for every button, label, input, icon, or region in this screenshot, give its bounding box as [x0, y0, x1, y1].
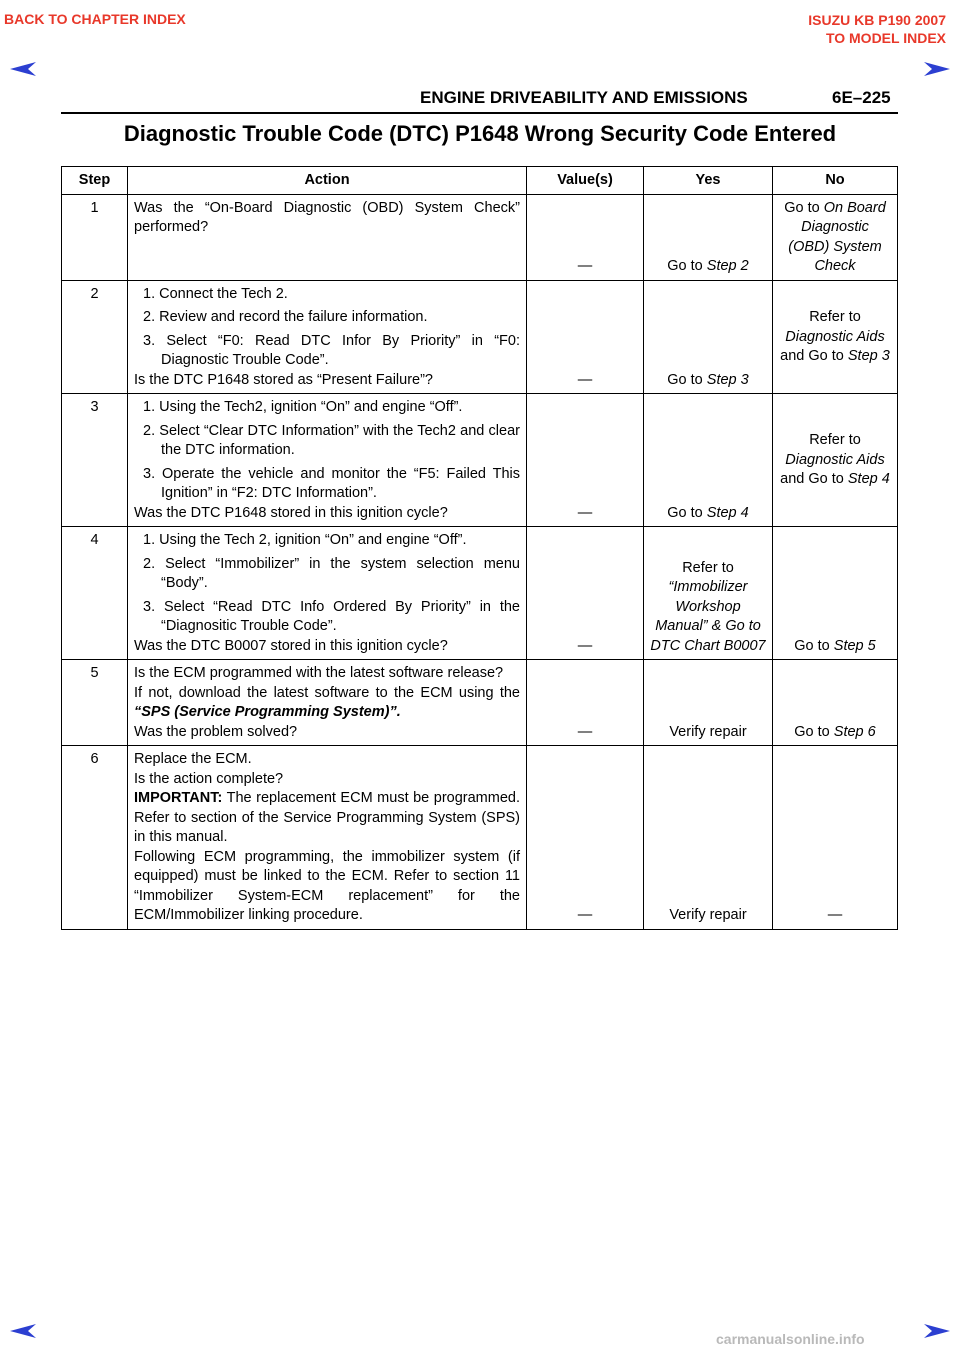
no-cell	[773, 280, 898, 394]
action-text	[134, 684, 520, 723]
step-number: 4	[62, 527, 128, 660]
no-cell	[773, 194, 898, 280]
no-cell	[773, 394, 898, 527]
diagnostic-aids-link[interactable]: Diagnostic Aids	[785, 328, 885, 345]
yes-prefix: Go to	[667, 258, 707, 274]
action-text: Following ECM programming, the immobilizer system (if equipped) must be linked to the ECM. Refer to section 11 “Immobilizer System-ECM replacement” for the ECM/Immobilizer linking procedure.	[134, 848, 520, 923]
table-row	[62, 194, 898, 280]
no-mid: and Go to	[780, 348, 848, 364]
yes-cell	[644, 394, 773, 527]
model-index-link[interactable]: TO MODEL INDEX	[825, 30, 946, 46]
next-page-arrow-icon[interactable]	[922, 60, 952, 78]
no-prefix: Go to	[794, 637, 834, 654]
previous-page-arrow-bottom-icon[interactable]	[8, 1322, 38, 1340]
no-prefix: Refer to	[809, 432, 861, 449]
yes-cell: Verify repair	[644, 746, 773, 930]
step-link[interactable]: Step 6	[833, 723, 876, 740]
table-header-row	[62, 167, 898, 195]
diagnostic-table	[61, 166, 898, 930]
immobilizer-manual-link[interactable]: “Immobilizer Workshop Manual” & Go to DTC Chart B0007	[650, 579, 766, 654]
action-steps-list	[134, 531, 520, 637]
header-divider	[61, 112, 898, 114]
step-number: 2	[62, 280, 128, 394]
no-prefix: Go to	[784, 199, 824, 216]
watermark: carmanualsonline.info	[716, 1331, 865, 1347]
header-action: Action	[128, 167, 527, 195]
important-label: IMPORTANT:	[134, 790, 223, 806]
list-item: 2. Select “Clear DTC Information” with the Tech2 and clear the DTC information.	[143, 422, 520, 458]
table-row	[62, 527, 898, 660]
table-row	[62, 280, 898, 394]
no-mid: and Go to	[780, 471, 848, 488]
step-link[interactable]: Step 3	[847, 348, 890, 364]
header-no: No	[773, 167, 898, 195]
action-question: Was the DTC B0007 stored in this ignition cycle?	[134, 637, 448, 654]
yes-cell	[644, 280, 773, 394]
no-cell	[773, 660, 898, 746]
action-text: Was the “On-Board Diagnostic (OBD) System Check” performed?	[134, 199, 520, 235]
value-cell: —	[527, 746, 644, 930]
step-number: 5	[62, 660, 128, 746]
value-cell: —	[527, 194, 644, 280]
step-number: 1	[62, 194, 128, 280]
action-cell	[128, 746, 527, 930]
step-link[interactable]: Step 5	[833, 637, 876, 654]
action-text: Is the ECM programmed with the latest software release?	[134, 665, 504, 681]
sps-reference: “SPS (Service Programming System)”.	[134, 704, 401, 720]
no-cell	[773, 527, 898, 660]
list-item: 2. Select “Immobilizer” in the system selection menu “Body”.	[143, 555, 520, 591]
page-number: 6E–225	[832, 88, 891, 107]
yes-prefix: Refer to	[682, 559, 734, 576]
value-cell: —	[527, 660, 644, 746]
yes-prefix: Go to	[667, 371, 707, 388]
action-cell	[128, 280, 527, 394]
yes-cell: Verify repair	[644, 660, 773, 746]
step-number: 6	[62, 746, 128, 930]
action-cell	[128, 194, 527, 280]
action-steps-list	[134, 285, 520, 371]
list-item: 3. Operate the vehicle and monitor the “F5: Failed This Ignition” in “F2: DTC Information”.	[143, 465, 520, 501]
action-text: Replace the ECM.	[134, 751, 252, 767]
value-cell: —	[527, 394, 644, 527]
action-question: Is the action complete?	[134, 770, 284, 787]
important-text: The replacement ECM must be programmed. Refer to section of the Service Programming System (SPS) in this manual.	[134, 790, 520, 845]
no-prefix: Go to	[794, 723, 834, 740]
action-cell	[128, 394, 527, 527]
no-prefix: Refer to	[809, 309, 861, 325]
step-number: 3	[62, 394, 128, 527]
section-header: ENGINE DRIVEABILITY AND EMISSIONS	[420, 88, 748, 107]
important-note	[134, 789, 520, 848]
header-yes: Yes	[644, 167, 773, 195]
obd-check-link[interactable]: On Board Diagnostic (OBD) System Check	[788, 199, 886, 274]
page-title: Diagnostic Trouble Code (DTC) P1648 Wrong Security Code Entered	[123, 121, 837, 146]
action-steps-list	[134, 398, 520, 504]
action-question: Was the problem solved?	[134, 723, 298, 740]
list-item: 3. Select “Read DTC Info Ordered By Priority” in the “Diagnositic Trouble Code”.	[143, 598, 520, 634]
list-item: 1. Using the Tech2, ignition “On” and engine “Off”.	[143, 399, 463, 415]
step-link[interactable]: Step 2	[706, 258, 749, 274]
list-item: 3. Select “F0: Read DTC Infor By Priority” in “F0: Diagnostic Trouble Code”.	[143, 332, 520, 368]
action-question: Is the DTC P1648 stored as “Present Failure”?	[134, 371, 433, 388]
value-cell: —	[527, 527, 644, 660]
table-row	[62, 660, 898, 746]
yes-cell	[644, 527, 773, 660]
back-to-chapter-index-link[interactable]: BACK TO CHAPTER INDEX	[4, 11, 186, 27]
step-link[interactable]: Step 4	[847, 471, 890, 488]
yes-prefix: Go to	[667, 504, 707, 521]
previous-page-arrow-icon[interactable]	[8, 60, 38, 78]
header-step: Step	[62, 167, 128, 195]
action-text-part: If not, download the latest software to the ECM using the	[134, 684, 520, 701]
table-row	[62, 394, 898, 527]
list-item: 1. Connect the Tech 2.	[143, 285, 288, 302]
action-cell	[128, 660, 527, 746]
next-page-arrow-bottom-icon[interactable]	[922, 1322, 952, 1340]
action-cell	[128, 527, 527, 660]
no-cell: —	[773, 746, 898, 930]
diagnostic-aids-link[interactable]: Diagnostic Aids	[785, 451, 885, 468]
yes-cell	[644, 194, 773, 280]
action-question: Was the DTC P1648 stored in this ignition cycle?	[134, 504, 448, 521]
table-row	[62, 746, 898, 930]
step-link[interactable]: Step 3	[706, 371, 749, 388]
model-name-link[interactable]: ISUZU KB P190 2007	[808, 12, 946, 28]
model-index-block[interactable]	[808, 11, 946, 47]
list-item: 1. Using the Tech 2, ignition “On” and engine “Off”.	[143, 532, 467, 548]
value-cell: —	[527, 280, 644, 394]
header-values: Value(s)	[527, 167, 644, 195]
list-item: 2. Review and record the failure information.	[143, 309, 428, 325]
step-link[interactable]: Step 4	[706, 504, 749, 521]
